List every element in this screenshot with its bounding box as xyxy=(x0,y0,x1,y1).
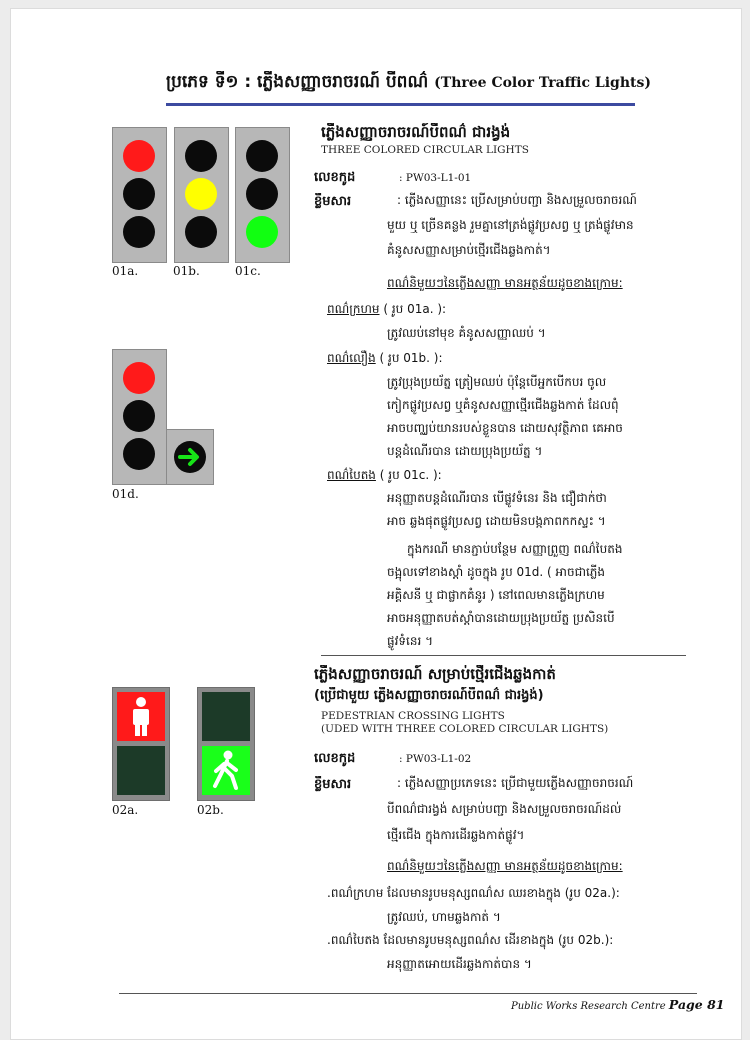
caption-02a: 02a. xyxy=(112,803,139,817)
arrow-text: អាចអនុញ្ញាតបត់ស្តាំបានដោយប្រុងប្រយ័ត្ន ប្រសិនបើ xyxy=(387,611,615,625)
section2-title-kh2: (ប្រើជាមួយ ភ្លើងសញ្ញាចរាចរណ៍បីពណ៌ ជារង្វង់) xyxy=(314,688,544,703)
ped-green-lamp-on xyxy=(202,746,250,795)
right-arrow-icon xyxy=(174,441,206,473)
meaning-line: : ភ្លើងសញ្ញានេះ ប្រើសម្រាប់បញ្ជា និងសម្រួលចរាចរណ៍ xyxy=(397,193,637,207)
caption-01c: 01c. xyxy=(235,264,261,278)
arrow-text: អគ្គិសនី ឬ ជាផ្លាកគំនូរ ) នៅពេលមានភ្លើងក្រហម xyxy=(387,588,605,602)
yellow-heading-label: ពណ៌លឿង xyxy=(327,351,376,365)
document-page xyxy=(10,8,742,1040)
section2-title-kh: ភ្លើងសញ្ញាចរាចរណ៍ សម្រាប់ថ្មើរជើងឆ្លងកាត់ xyxy=(314,665,556,683)
red-lamp-off xyxy=(246,140,278,172)
green-arrow-lamp xyxy=(174,441,206,473)
code-value: : PW03-L1-01 xyxy=(399,172,472,184)
yellow-text: ត្រូវប្រុងប្រយ័ត្ន ត្រៀមឈប់ ប៉ុន្តែបើអ្នកបើកបរ ចូល xyxy=(387,375,607,389)
green-lamp-on xyxy=(246,216,278,248)
section-divider xyxy=(321,655,686,656)
yellow-text: កៀកផ្លូវប្រសព្វ ឬគំនូសសញ្ញាថ្មើរជើងឆ្លងកាត់ ដែលពុំ xyxy=(387,398,619,412)
arrow-text: ចង្អុលទៅខាងស្តាំ ដូចក្នុង រូប 01d. ( អាចជាភ្លើង xyxy=(387,565,606,579)
red-lamp-on xyxy=(123,362,155,394)
section2-title-en2: (UDED WITH THREE COLORED CIRCULAR LIGHTS) xyxy=(321,723,609,735)
header-khmer: ប្រភេទ ទី១ : ភ្លើងសញ្ញាចរាចរណ៍ បីពណ៌ xyxy=(166,72,429,92)
header-english: (Three Color Traffic Lights) xyxy=(434,75,651,91)
yellow-heading xyxy=(327,348,443,368)
meaning-line: បីពណ៌ជារង្វង់ សម្រាប់បញ្ជា និងសម្រួលចរាចរណ៍ដល់ xyxy=(387,802,622,816)
page-footer xyxy=(511,997,725,1012)
footer-rule xyxy=(119,993,697,994)
green-text: អនុញ្ញាតបន្តដំណើរបាន បើផ្លូវទំនេរ និង ជឿជាក់ថា xyxy=(387,491,607,505)
red-heading-ref: ( រូប 01a. ): xyxy=(383,302,447,316)
green-lamp-off xyxy=(123,438,155,470)
code-value: : PW03-L1-02 xyxy=(399,753,472,765)
section1-title-en: THREE COLORED CIRCULAR LIGHTS xyxy=(321,144,529,156)
meaning-line: : ភ្លើងសញ្ញាប្រភេទនេះ ប្រើជាមួយភ្លើងសញ្ញាចរាចរណ៍ xyxy=(397,776,634,790)
yellow-lamp-off xyxy=(123,400,155,432)
footer-org: Public Works Research Centre xyxy=(511,1001,666,1012)
arrow-text: ផ្លូវទំនេរ ។ xyxy=(387,634,434,648)
traffic-light-01b xyxy=(174,127,229,263)
green-heading-ref: ( រូប 01c. ): xyxy=(379,468,442,482)
ped-red-heading: .ពណ៌ក្រហម ដែលមានរូបមនុស្សពណ៌ស ឈរខាងក្នុង (រូប 02a.): xyxy=(327,886,620,900)
green-lamp-off xyxy=(123,216,155,248)
arrow-text: ក្នុងករណី មានភ្ជាប់បន្ថែម សញ្ញាព្រួញ ពណ៌បៃតង xyxy=(407,542,623,556)
green-heading xyxy=(327,465,442,485)
yellow-lamp-off xyxy=(246,178,278,210)
ped-green-lamp-off xyxy=(117,746,165,795)
caption-02b: 02b. xyxy=(197,803,224,817)
ped-green-heading: .ពណ៌បៃតង ដែលមានរូបមនុស្សពណ៌ស ដើរខាងក្នុង (រូប 02b.): xyxy=(327,933,614,947)
walking-person-icon xyxy=(202,746,250,795)
green-text: អាច ឆ្លងផុតផ្លូវប្រសព្វ ដោយមិនបង្កភាពកកស្ទះ ។ xyxy=(387,514,606,528)
page-header xyxy=(166,71,691,101)
yellow-lamp-off xyxy=(123,178,155,210)
standing-person-icon xyxy=(117,692,165,741)
traffic-light-01a xyxy=(112,127,167,263)
red-heading xyxy=(327,299,446,319)
yellow-lamp-on xyxy=(185,178,217,210)
page-number: Page 81 xyxy=(668,997,725,1012)
meaning-line: គំនូសសញ្ញាសម្រាប់ថ្មើរជើងឆ្លងកាត់។ xyxy=(387,243,551,257)
header-rule xyxy=(166,103,635,106)
meaning-line: មួយ ឬ ច្រើនគន្លង រួមគ្នានៅត្រង់ផ្លូវប្រសព្វ ឬ ត្រង់ផ្លូវមាន xyxy=(387,218,634,232)
red-lamp-on xyxy=(123,140,155,172)
yellow-text: បន្តដំណើរបាន ដោយប្រុងប្រយ័ត្ន ។ xyxy=(387,444,543,458)
code-label: លេខកូដ xyxy=(314,751,356,766)
meaning-line: ថ្មើរជើង ក្នុងការដើរឆ្លងកាត់ផ្លូវ។ xyxy=(387,828,525,842)
meaning-label: ខ្លឹមសារ xyxy=(314,194,352,209)
code-label: លេខកូដ xyxy=(314,170,356,185)
colors-intro: ពណ៌និមួយៗនៃភ្លើងសញ្ញា មានអត្ថន័យដូចខាងក្រោម: xyxy=(387,276,623,290)
colors-intro: ពណ៌និមួយៗនៃភ្លើងសញ្ញា មានអត្ថន័យដូចខាងក្រោម: xyxy=(387,859,623,873)
red-text: ត្រូវឈប់នៅមុខ គំនូសសញ្ញាឈប់ ។ xyxy=(387,326,546,340)
caption-01a: 01a. xyxy=(112,264,139,278)
caption-01b: 01b. xyxy=(173,264,200,278)
section2-title-en1: PEDESTRIAN CROSSING LIGHTS xyxy=(321,710,505,722)
traffic-light-01d xyxy=(112,349,167,485)
arrow-light-box xyxy=(166,429,214,485)
meaning-label: ខ្លឹមសារ xyxy=(314,777,352,792)
green-heading-label: ពណ៌បៃតង xyxy=(327,468,376,482)
section1-title-kh: ភ្លើងសញ្ញាចរាចរណ៍បីពណ៌ ជារង្វង់ xyxy=(321,123,511,141)
ped-green-text: អនុញ្ញាតអោយដើរឆ្លងកាត់បាន ។ xyxy=(387,957,532,971)
traffic-light-01c xyxy=(235,127,290,263)
pedestrian-light-02a xyxy=(112,687,170,801)
green-lamp-off xyxy=(185,216,217,248)
caption-01d: 01d. xyxy=(112,487,139,501)
ped-red-lamp-off xyxy=(202,692,250,741)
pedestrian-light-02b xyxy=(197,687,255,801)
red-heading-label: ពណ៌ក្រហម xyxy=(327,302,380,316)
ped-red-lamp-on xyxy=(117,692,165,741)
red-lamp-off xyxy=(185,140,217,172)
yellow-text: អាចបញ្ឈប់យានរបស់ខ្លួនបាន ដោយសុវត្ថិភាព គេអាច xyxy=(387,421,623,435)
ped-red-text: ត្រូវឈប់, ហាមឆ្លងកាត់ ។ xyxy=(387,910,501,924)
yellow-heading-ref: ( រូប 01b. ): xyxy=(379,351,443,365)
